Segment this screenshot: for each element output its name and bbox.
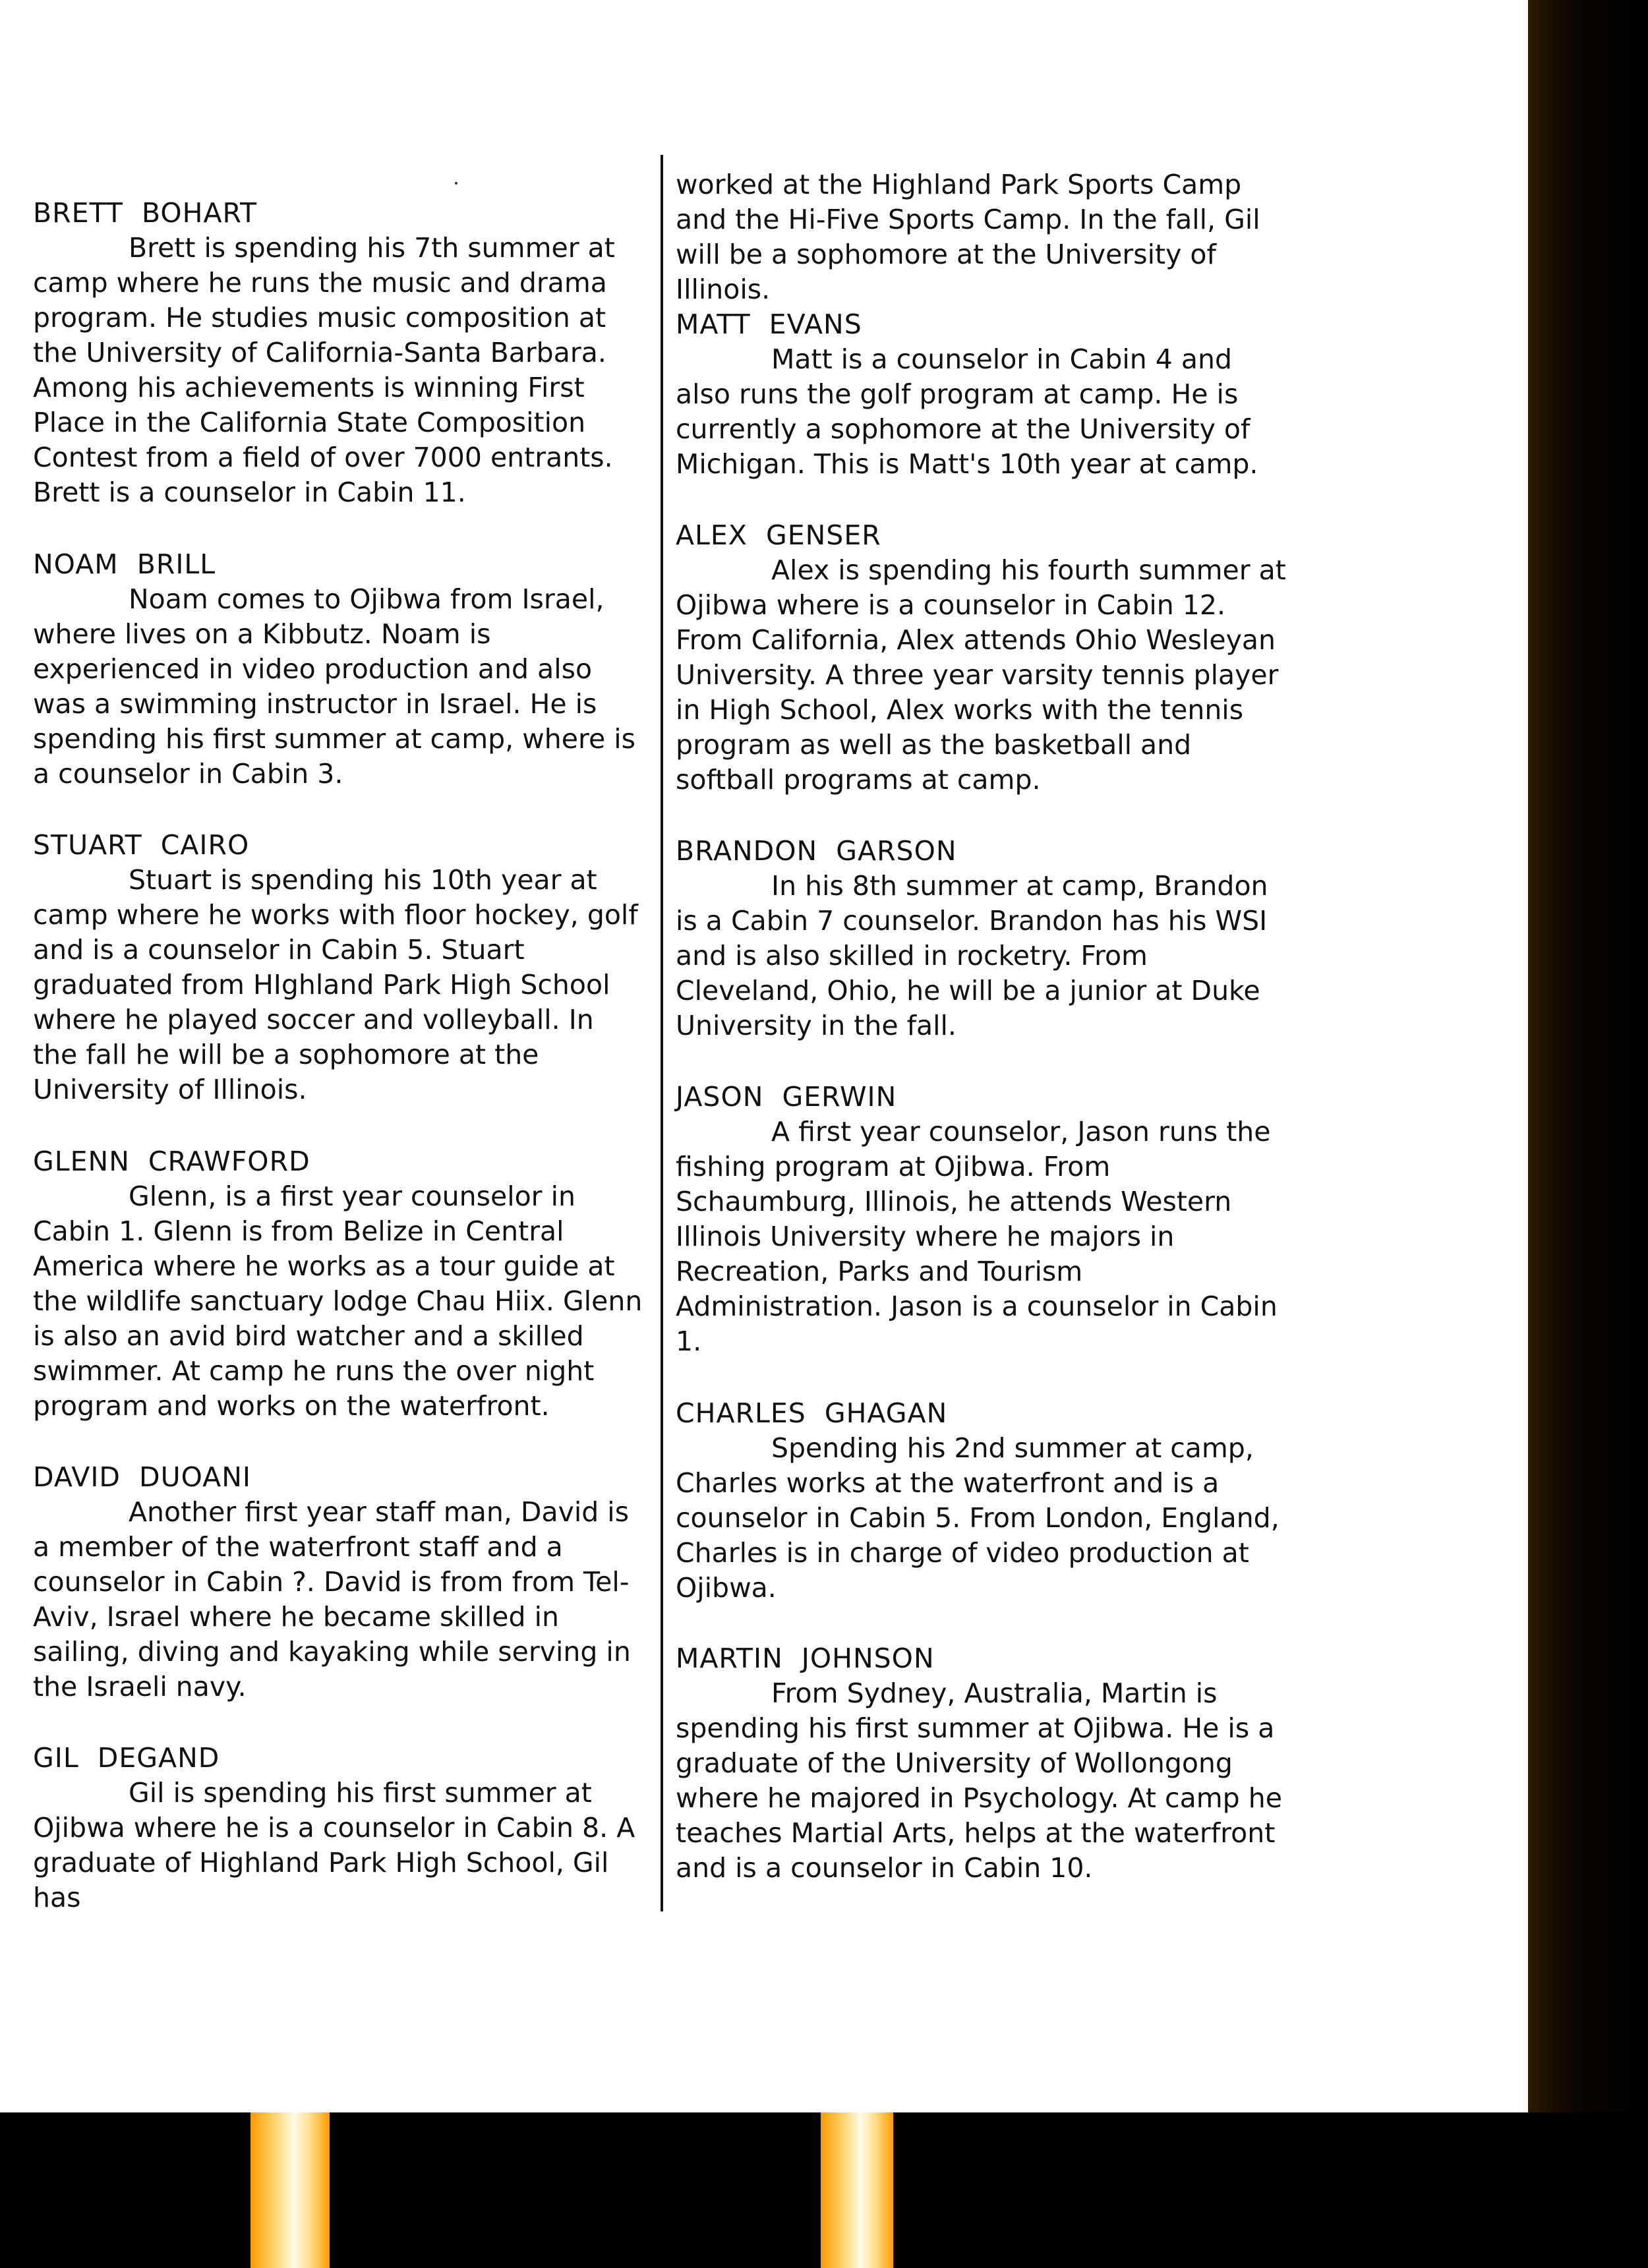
staff-bio: Stuart is spending his 10th year at camp where he works with floor hockey, golf and is a counselor in Cabin 5. Stuart graduated from HIghland Park High School where he played soccer and volleyball. In the fall he will be a sophomore at the University of Illinois.	[33, 864, 638, 1105]
staff-bio: From Sydney, Australia, Martin is spending his first summer at Ojibwa. He is a graduate of the University of Wollongong where he majored in Psychology. At camp he teaches Martial Arts, helps at the waterfront and is a counselor in Cabin 10.	[676, 1677, 1282, 1884]
staff-bio: Spending his 2nd summer at camp, Charles works at the waterfront and is a counselor in Cabin 5. From London, England, Charles is in charge of video production at Ojibwa.	[676, 1432, 1280, 1604]
staff-name: GIL DEGAND	[33, 1742, 220, 1774]
staff-entry-jason-gerwin	[676, 1080, 1289, 1359]
staff-entry-noam-brill	[33, 547, 646, 792]
staff-name: JASON GERWIN	[676, 1081, 897, 1113]
scanner-edge-right	[1528, 0, 1648, 2268]
staff-bio: Another first year staff man, David is a member of the waterfront staff and a counselor in Cabin ?. David is from from Tel-Aviv, Israel where he became skilled in sailing, diving and kayaking while serving in the Israeli navy.	[33, 1496, 631, 1702]
staff-entry-alex-genser	[676, 518, 1289, 798]
scanner-light-glow	[821, 2112, 893, 2268]
staff-entry-gil-degand-continued	[676, 167, 1289, 307]
scan-speck	[455, 182, 457, 185]
staff-bio: Alex is spending his fourth summer at Ojibwa where is a counselor in Cabin 12. From California, Alex attends Ohio Wesleyan University. A three year varsity tennis player in High School, Alex works with the tennis program as well as the basketball and softball programs at camp.	[676, 554, 1286, 796]
staff-bio: In his 8th summer at camp, Brandon is a Cabin 7 counselor. Brandon has his WSI and is also skilled in rocketry. From Cleveland, Ohio, he will be a junior at Duke University in the fall.	[676, 870, 1268, 1041]
staff-name: CHARLES GHAGAN	[676, 1397, 948, 1429]
staff-entry-charles-ghagan	[676, 1396, 1289, 1606]
staff-bio: Matt is a counselor in Cabin 4 and also runs the golf program at camp. He is currently a sophomore at the University of Michigan. This is Matt's 10th year at camp.	[676, 343, 1258, 480]
staff-name: BRANDON GARSON	[676, 835, 957, 867]
staff-bio-continuation: worked at the Highland Park Sports Camp and the Hi-Five Sports Camp. In the fall, Gil will be a sophomore at the University of Illinois.	[676, 169, 1260, 305]
staff-name: NOAM BRILL	[33, 548, 216, 580]
staff-entry-glenn-crawford	[33, 1144, 646, 1424]
staff-name: DAVID DUOANI	[33, 1461, 251, 1493]
staff-bio: A first year counselor, Jason runs the fishing program at Ojibwa. From Schaumburg, Illinois, he attends Western Illinois University where he majors in Recreation, Parks and Tourism Administration. Jason is a counselor in Cabin 1.	[676, 1116, 1278, 1357]
staff-entry-matt-evans	[676, 307, 1289, 482]
staff-bio: Glenn, is a first year counselor in Cabin 1. Glenn is from Belize in Central America where he works as a tour guide at the wildlife sanctuary lodge Chau Hiix. Glenn is also an avid bird watcher and a skilled swimmer. At camp he runs the over night program and works on the waterfront.	[33, 1180, 643, 1422]
staff-name: ALEX GENSER	[676, 519, 881, 551]
staff-entry-stuart-cairo	[33, 828, 646, 1107]
staff-bio: Gil is spending his first summer at Ojibwa where he is a counselor in Cabin 8. A graduate of Highland Park High School, Gil has	[33, 1777, 635, 1913]
staff-name: BRETT BOHART	[33, 197, 258, 229]
staff-entry-martin-johnson	[676, 1641, 1289, 1886]
staff-entry-brandon-garson	[676, 834, 1289, 1043]
staff-entry-gil-degand	[33, 1741, 646, 1915]
staff-entry-david-duoani	[33, 1460, 646, 1704]
scanner-light-glow	[250, 2112, 330, 2268]
staff-name: GLENN CRAWFORD	[33, 1146, 310, 1177]
staff-name: MARTIN JOHNSON	[676, 1643, 935, 1674]
staff-name: MATT EVANS	[676, 308, 862, 340]
staff-entry-brett-bohart	[33, 196, 646, 510]
staff-bio: Brett is spending his 7th summer at camp where he runs the music and drama program. He studies music composition at the University of California-Santa Barbara. Among his achievements is winning First Place in the California State Composition Contest from a field of over 7000 entrants. Brett is a counselor in Cabin 11.	[33, 232, 615, 508]
staff-bio: Noam comes to Ojibwa from Israel, where lives on a Kibbutz. Noam is experienced in video production and also was a swimming instructor in Israel. He is spending his first summer at camp, where is a counselor in Cabin 3.	[33, 583, 635, 790]
column-divider	[661, 155, 663, 1911]
staff-name: STUART CAIRO	[33, 829, 250, 861]
